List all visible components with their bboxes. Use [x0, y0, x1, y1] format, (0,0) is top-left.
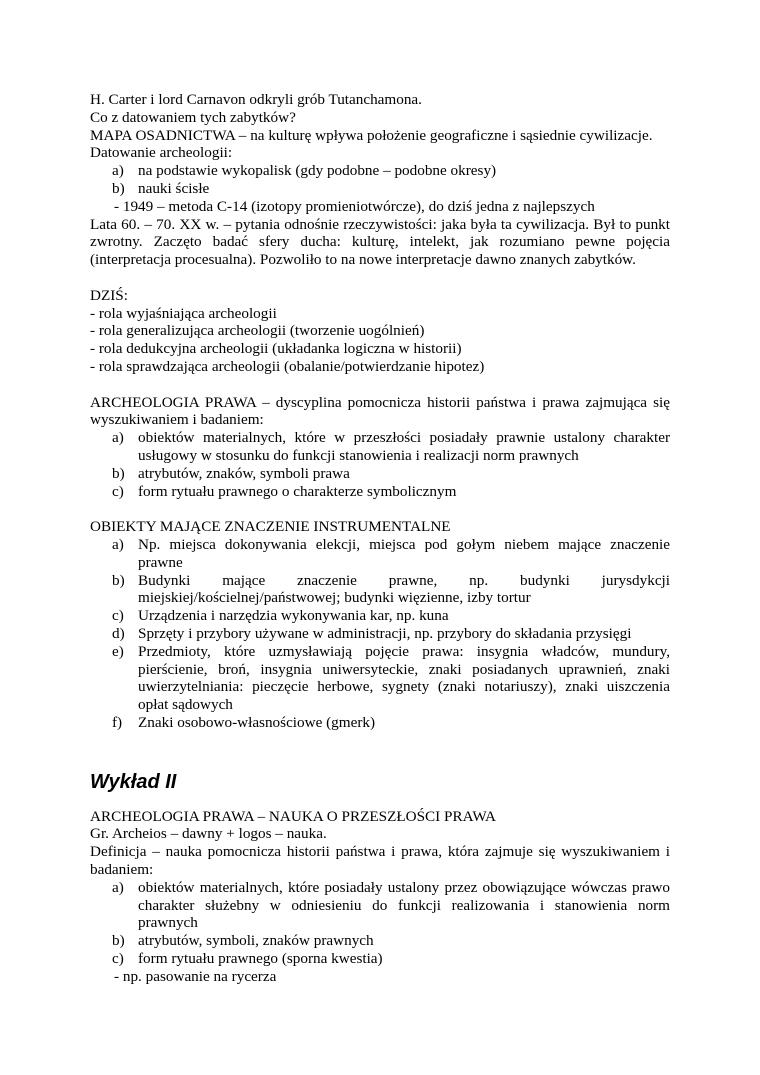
list-item-text: Budynki mające znaczenie prawne, np. budynki jurysdykcji miejskiej/kościelnej/państwowej; budynki więzienne, izby tortur [138, 571, 670, 607]
list-marker: f) [112, 713, 123, 731]
dash-line: - 1949 – metoda C-14 (izotopy promieniotwórcze), do dziś jedna z najlepszych [114, 197, 595, 215]
list-item [90, 180, 670, 198]
list-item-text: atrybutów, symboli, znaków prawnych [138, 932, 374, 950]
definition-list [90, 879, 670, 968]
dash-line: - np. pasowanie na rycerza [114, 967, 277, 985]
list-marker: a) [112, 162, 124, 180]
list-marker: a) [112, 429, 124, 447]
dash-item: - rola generalizująca archeologii (tworzenie uogólnień) [90, 322, 425, 340]
list-item [90, 162, 670, 180]
list-marker: a) [112, 878, 124, 896]
list-marker: a) [112, 535, 124, 553]
list-item-text: na podstawie wykopalisk (gdy podobne – podobne okresy) [138, 162, 497, 180]
list-item-text: obiektów materialnych, które posiadały ustalony przez obowiązujące wówczas prawo charakter służebny w odniesieniu do funkcji realizowania i stanowienia norm prawnych [138, 878, 670, 932]
objects-list [90, 536, 670, 732]
dash-item: - rola sprawdzająca archeologii (obalanie/potwierdzanie hipotez) [90, 357, 485, 375]
list-marker: c) [112, 607, 124, 625]
list-item-text: form rytuału prawnego (sporna kwestia) [138, 950, 383, 968]
list-item [90, 625, 670, 643]
list-item-text: form rytuału prawnego o charakterze symbolicznym [138, 482, 457, 500]
list-item [90, 536, 670, 572]
list-item [90, 950, 670, 968]
list-item [90, 643, 670, 714]
definition-paragraph: ARCHEOLOGIA PRAWA – dyscyplina pomocnicza historii państwa i prawa zajmująca się wyszukiwaniem i badaniem: [90, 393, 670, 429]
list-marker: d) [112, 624, 125, 642]
list-marker: c) [112, 950, 124, 968]
text-line: MAPA OSADNICTWA – na kulturę wpływa położenie geograficzne i sąsiednie cywilizacje. [90, 126, 653, 144]
list-item-text: Urządzenia i narzędzia wykonywania kar, np. kuna [138, 607, 449, 625]
list-item [90, 429, 670, 465]
text-line: ARCHEOLOGIA PRAWA – NAUKA O PRZESZŁOŚCI PRAWA [90, 807, 496, 825]
text-line: H. Carter i lord Carnavon odkryli grób Tutanchamona. [90, 91, 422, 108]
text-line: Co z datowaniem tych zabytków? [90, 108, 296, 126]
list-item [90, 879, 670, 932]
list-item [90, 932, 670, 950]
list-marker: b) [112, 932, 125, 950]
document-body [90, 91, 670, 986]
dash-item: - rola wyjaśniająca archeologii [90, 304, 277, 322]
section-title: DZIŚ: [90, 286, 128, 304]
list-marker: b) [112, 571, 125, 589]
list-item-text: Np. miejsca dokonywania elekcji, miejsca pod gołym niebem mające znaczenie prawne [138, 535, 670, 571]
list-item-text: atrybutów, znaków, symboli prawa [138, 464, 350, 482]
list-marker: e) [112, 642, 124, 660]
lecture-heading: Wykład II [90, 770, 177, 793]
definition-list [90, 429, 670, 500]
list-marker: c) [112, 482, 124, 500]
text-line: Gr. Archeios – dawny + logos – nauka. [90, 825, 327, 843]
list-item [90, 607, 670, 625]
list-item-text: nauki ścisłe [138, 179, 210, 197]
paragraph: Lata 60. – 70. XX w. – pytania odnośnie rzeczywistości: jaka była ta cywilizacja. Był to punkt zwrotny. Zaczęto badać sfery ducha: kulturę, intelekt, jak rozumiano pewne pojęcia (interpretacja procesualna). Pozwoliło to na nowe interpretacje dawno znanych zabytków. [90, 215, 670, 269]
dash-item: - rola dedukcyjna archeologii (układanka logiczna w historii) [90, 340, 462, 358]
list-item [90, 465, 670, 483]
list-item [90, 714, 670, 732]
list-item-text: Znaki osobowo-własnościowe (gmerk) [138, 713, 376, 731]
list-item [90, 572, 670, 608]
list-item [90, 483, 670, 501]
dating-list [90, 162, 670, 198]
list-item-text: obiektów materialnych, które w przeszłości posiadały prawnie ustalony charakter usługowy w stosunku do funkcji stanowienia i realizacji norm prawnych [138, 429, 670, 464]
list-marker: b) [112, 179, 125, 197]
list-marker: b) [112, 464, 125, 482]
definition-paragraph: Definicja – nauka pomocnicza historii państwa i prawa, która zajmuje się wyszukiwaniem i badaniem: [90, 843, 670, 879]
list-item-text: Przedmioty, które uzmysławiają pojęcie prawa: insygnia władców, mundury, pierścienie, broń, insygnia uniwersyteckie, znaki posiadanych uprawnień, znaki uwierzytelniania: pieczęcie herbowe, sygnety (znaki notariuszy), znaki uiszczenia opłat sądowych [138, 642, 670, 714]
list-item-text: Sprzęty i przybory używane w administracji, np. przybory do składania przysięgi [138, 624, 632, 642]
text-line: Datowanie archeologii: [90, 144, 233, 162]
section-title: OBIEKTY MAJĄCE ZNACZENIE INSTRUMENTALNE [90, 518, 451, 536]
